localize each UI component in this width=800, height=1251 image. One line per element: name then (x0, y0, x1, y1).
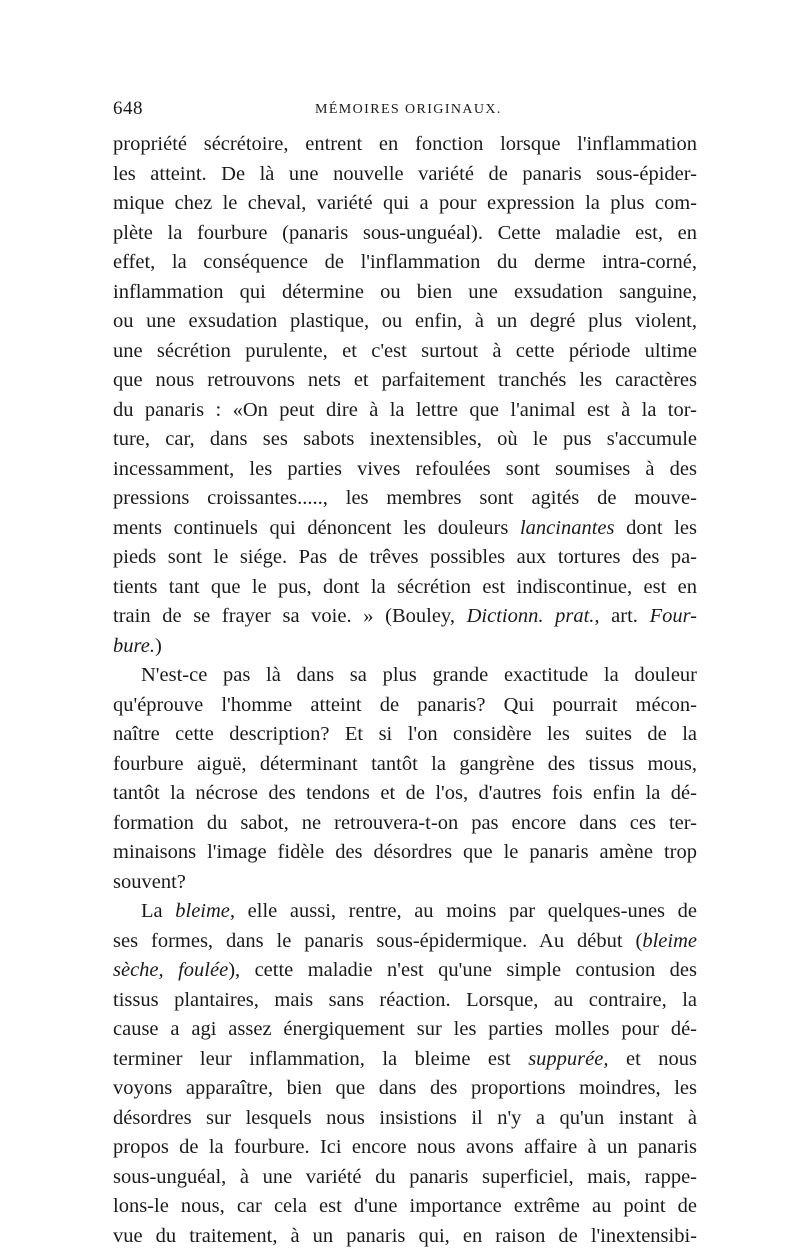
text-line (113, 779, 697, 809)
text-run: qu'éprouve l'homme atteint de panaris? Qui pourrait mécon- (113, 694, 697, 716)
text-line (113, 1015, 697, 1045)
text-run: elle aussi, rentre, au moins par quelques-unes de (235, 900, 697, 922)
text-line (113, 1163, 697, 1193)
text-run: plète la fourbure (panaris sous-unguéal). Cette maladie est, en (113, 222, 697, 244)
text-run: La (141, 900, 175, 922)
text-run: art. (600, 605, 650, 627)
text-line (113, 248, 697, 278)
text-run: tissus plantaires, mais sans réaction. Lorsque, au contraire, la (113, 989, 697, 1011)
text-run: dont les (614, 517, 697, 539)
text-line (113, 425, 697, 455)
text-line (113, 307, 697, 337)
text-run: sous-unguéal, à une variété du panaris superficiel, mais, rappe- (113, 1166, 697, 1188)
text-run: une sécrétion purulente, et c'est surtout à cette période ultime (113, 340, 697, 362)
text-run: propos de la fourbure. Ici encore nous avons affaire à un panaris (113, 1136, 697, 1158)
text-run: pressions croissantes....., les membres sont agités de mouve- (113, 487, 697, 509)
text-run: tients tant que le pus, dont la sécrétion est indiscontinue, est en (113, 576, 697, 598)
text-run: ments continuels qui dénoncent les douleurs (113, 517, 520, 539)
text-line (113, 1222, 697, 1251)
text-run: train de se frayer sa voie. » (Bouley, (113, 605, 467, 627)
text-run: inflammation qui détermine ou bien une exsudation sanguine, (113, 281, 697, 303)
text-line (113, 130, 697, 160)
text-line (113, 602, 697, 632)
text-run: ses formes, dans le panaris sous-épidermique. Au début ( (113, 930, 642, 952)
text-line (113, 1074, 697, 1104)
text-run: incessamment, les parties vives refoulées sont soumises à des (113, 458, 697, 480)
text-run: mique chez le cheval, variété qui a pour expression la plus com- (113, 192, 697, 214)
text-line (113, 189, 697, 219)
text-run: pieds sont le siége. Pas de trêves possibles aux tortures des pa- (113, 546, 697, 568)
italic-text: suppurée, (528, 1048, 608, 1070)
text-run: ture, car, dans ses sabots inextensibles, où le pus s'accumule (113, 428, 697, 450)
text-run: ou une exsudation plastique, ou enfin, à un degré plus violent, (113, 310, 697, 332)
text-line (113, 986, 697, 1016)
italic-text: bure. (113, 635, 155, 657)
running-title: MÉMOIRES ORIGINAUX. (315, 102, 502, 118)
italic-text: Dictionn. prat., (467, 605, 600, 627)
text-run: fourbure aiguë, déterminant tantôt la gangrène des tissus mous, (113, 753, 697, 775)
text-line (113, 160, 697, 190)
text-line (113, 691, 697, 721)
text-line (113, 809, 697, 839)
italic-text: bleime (642, 930, 697, 952)
text-run: ) (155, 635, 162, 657)
text-line (113, 868, 697, 898)
text-run: cause a agi assez énergiquement sur les parties molles pour dé- (113, 1018, 697, 1040)
text-line (113, 956, 697, 986)
text-run: terminer leur inflammation, la bleime est (113, 1048, 528, 1070)
text-line (113, 219, 697, 249)
text-line (113, 278, 697, 308)
text-line (113, 750, 697, 780)
text-line (113, 484, 697, 514)
text-run: effet, la conséquence de l'inflammation du derme intra-corné, (113, 251, 697, 273)
text-run: vue du traitement, à un panaris qui, en raison de l'inextensibi- (113, 1225, 697, 1247)
text-line (113, 543, 697, 573)
text-run: que nous retrouvons nets et parfaitement tranchés les caractères (113, 369, 697, 391)
text-run: minaisons l'image fidèle des désordres que le panaris amène trop (113, 841, 697, 863)
text-run: formation du sabot, ne retrouvera-t-on pas encore dans ces ter- (113, 812, 697, 834)
text-line (113, 720, 697, 750)
text-line (113, 897, 697, 927)
text-line (113, 396, 697, 426)
text-line (113, 838, 697, 868)
text-line (113, 1133, 697, 1163)
text-line (113, 632, 697, 662)
text-line (113, 661, 697, 691)
text-line (113, 514, 697, 544)
text-run: les atteint. De là une nouvelle variété de panaris sous-épider- (113, 163, 697, 185)
text-run: ), cette maladie n'est qu'une simple contusion des (228, 959, 697, 981)
text-run: et nous (608, 1048, 697, 1070)
text-line (113, 1192, 697, 1222)
text-run: souvent? (113, 871, 186, 893)
text-line (113, 455, 697, 485)
italic-text: bleime, (175, 900, 235, 922)
text-run: N'est-ce pas là dans sa plus grande exactitude la douleur (141, 664, 697, 686)
text-run: lons-le nous, car cela est d'une importance extrême au point de (113, 1195, 697, 1217)
running-head (113, 98, 695, 122)
italic-text: sèche, foulée (113, 959, 228, 981)
text-line (113, 1104, 697, 1134)
italic-text: Four- (650, 605, 697, 627)
page-number: 648 (113, 98, 143, 120)
text-line (113, 573, 697, 603)
text-run: désordres sur lesquels nous insistions il n'y a qu'un instant à (113, 1107, 697, 1129)
text-run: tantôt la nécrose des tendons et de l'os, d'autres fois enfin la dé- (113, 782, 697, 804)
text-run: du panaris : «On peut dire à la lettre que l'animal est à la tor- (113, 399, 697, 421)
text-line (113, 337, 697, 367)
text-run: voyons apparaître, bien que dans des proportions moindres, les (113, 1077, 697, 1099)
text-line (113, 366, 697, 396)
italic-text: lancinantes (520, 517, 615, 539)
text-run: naître cette description? Et si l'on considère les suites de la (113, 723, 697, 745)
text-line (113, 1045, 697, 1075)
text-line (113, 927, 697, 957)
body-text (113, 130, 697, 1251)
text-run: propriété sécrétoire, entrent en fonction lorsque l'inflammation (113, 133, 697, 155)
